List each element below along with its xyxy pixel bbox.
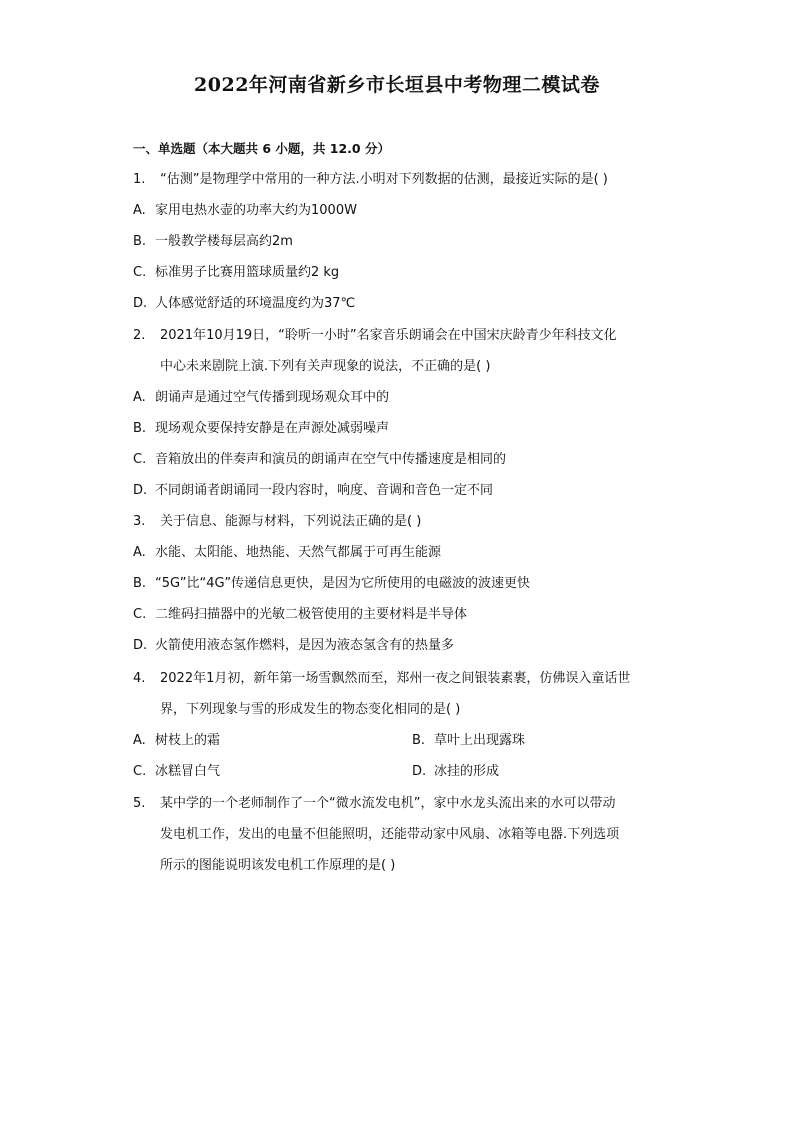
option-letter: B. bbox=[133, 576, 147, 591]
option-text: 水能、太阳能、地热能、天然气都属于可再生能源 bbox=[155, 545, 442, 560]
option-text: 冰糕冒白气 bbox=[155, 764, 221, 779]
option-c bbox=[133, 764, 220, 780]
option-letter: D. bbox=[133, 638, 148, 653]
question-text-line-2: 发电机工作，发出的电量不但能照明，还能带动家中风扇、冰箱等电器.下列选项 bbox=[160, 827, 620, 842]
question-text-line-1: 2021年10月19日，“聆听一小时”名家音乐朗诵会在中国宋庆龄青少年科技文化 bbox=[160, 328, 617, 343]
option-a bbox=[133, 545, 441, 561]
option-text: 现场观众要保持安静是在声源处减弱噪声 bbox=[155, 421, 390, 436]
option-text: 朗诵声是通过空气传播到现场观众耳中的 bbox=[155, 390, 390, 405]
question-number: 1. bbox=[133, 172, 146, 187]
option-text: 冰挂的形成 bbox=[434, 764, 500, 779]
option-text: 二维码扫描器中的光敏二极管使用的主要材料是半导体 bbox=[155, 607, 468, 622]
option-a bbox=[133, 733, 220, 749]
option-text: 音箱放出的伴奏声和演员的朗诵声在空气中传播速度是相同的 bbox=[155, 452, 507, 467]
question-number: 3. bbox=[133, 514, 146, 529]
option-letter: C. bbox=[133, 265, 147, 280]
option-letter: A. bbox=[133, 203, 146, 218]
option-text: 标准男子比赛用篮球质量约2 kg bbox=[155, 265, 340, 280]
option-text: 家用电热水壶的功率大约为1000W bbox=[155, 203, 357, 218]
option-b bbox=[412, 733, 525, 749]
option-a bbox=[133, 203, 357, 219]
option-d bbox=[412, 764, 499, 780]
option-c bbox=[133, 265, 339, 281]
option-b bbox=[133, 234, 293, 250]
option-c bbox=[133, 607, 467, 623]
question-text-line-1: 某中学的一个老师制作了一个“微水流发电机”，家中水龙头流出来的水可以带动 bbox=[160, 796, 616, 811]
page-title: 2022年河南省新乡市长垣县中考物理二模试卷 bbox=[194, 74, 600, 96]
question-text: “估测”是物理学中常用的一种方法.小明对下列数据的估测，最接近实际的是( ) bbox=[160, 172, 608, 187]
option-letter: D. bbox=[133, 296, 148, 311]
option-a bbox=[133, 390, 389, 406]
question-text: 关于信息、能源与材料，下列说法正确的是( ) bbox=[160, 514, 422, 529]
option-d bbox=[133, 483, 493, 499]
question-text-line-3: 所示的图能说明该发电机工作原理的是( ) bbox=[160, 858, 396, 873]
question-number: 5. bbox=[133, 796, 146, 811]
option-letter: D. bbox=[133, 483, 148, 498]
option-text: “5G”比“4G”传递信息更快，是因为它所使用的电磁波的波速更快 bbox=[155, 576, 531, 591]
option-letter: C. bbox=[133, 607, 147, 622]
option-letter: B. bbox=[412, 733, 426, 748]
option-letter: A. bbox=[133, 390, 146, 405]
question-text-line-1: 2022年1月初，新年第一场雪飘然而至，郑州一夜之间银装素裹，仿佛误入童话世 bbox=[160, 671, 631, 686]
option-letter: D. bbox=[412, 764, 427, 779]
option-text: 草叶上出现露珠 bbox=[434, 733, 526, 748]
option-letter: C. bbox=[133, 452, 147, 467]
option-text: 一般教学楼每层高约2m bbox=[155, 234, 293, 249]
option-letter: B. bbox=[133, 421, 147, 436]
section-heading: 一、单选题（本大题共 6 小题，共 12.0 分） bbox=[133, 141, 390, 156]
question-number: 2. bbox=[133, 328, 146, 343]
option-letter: A. bbox=[133, 733, 146, 748]
option-letter: C. bbox=[133, 764, 147, 779]
option-b bbox=[133, 576, 530, 592]
question-text-line-2: 中心未来剧院上演.下列有关声现象的说法，不正确的是( ) bbox=[160, 359, 491, 374]
option-text: 不同朗诵者朗诵同一段内容时，响度、音调和音色一定不同 bbox=[155, 483, 494, 498]
option-d bbox=[133, 638, 454, 654]
option-letter: B. bbox=[133, 234, 147, 249]
option-text: 树枝上的霜 bbox=[155, 733, 221, 748]
question-text-line-2: 界，下列现象与雪的形成发生的物态变化相同的是( ) bbox=[160, 702, 461, 717]
option-text: 火箭使用液态氢作燃料，是因为液态氢含有的热量多 bbox=[155, 638, 455, 653]
question-number: 4. bbox=[133, 671, 146, 686]
option-c bbox=[133, 452, 506, 468]
option-d bbox=[133, 296, 355, 312]
option-text: 人体感觉舒适的环境温度约为37℃ bbox=[155, 296, 356, 311]
option-b bbox=[133, 421, 389, 437]
option-letter: A. bbox=[133, 545, 146, 560]
